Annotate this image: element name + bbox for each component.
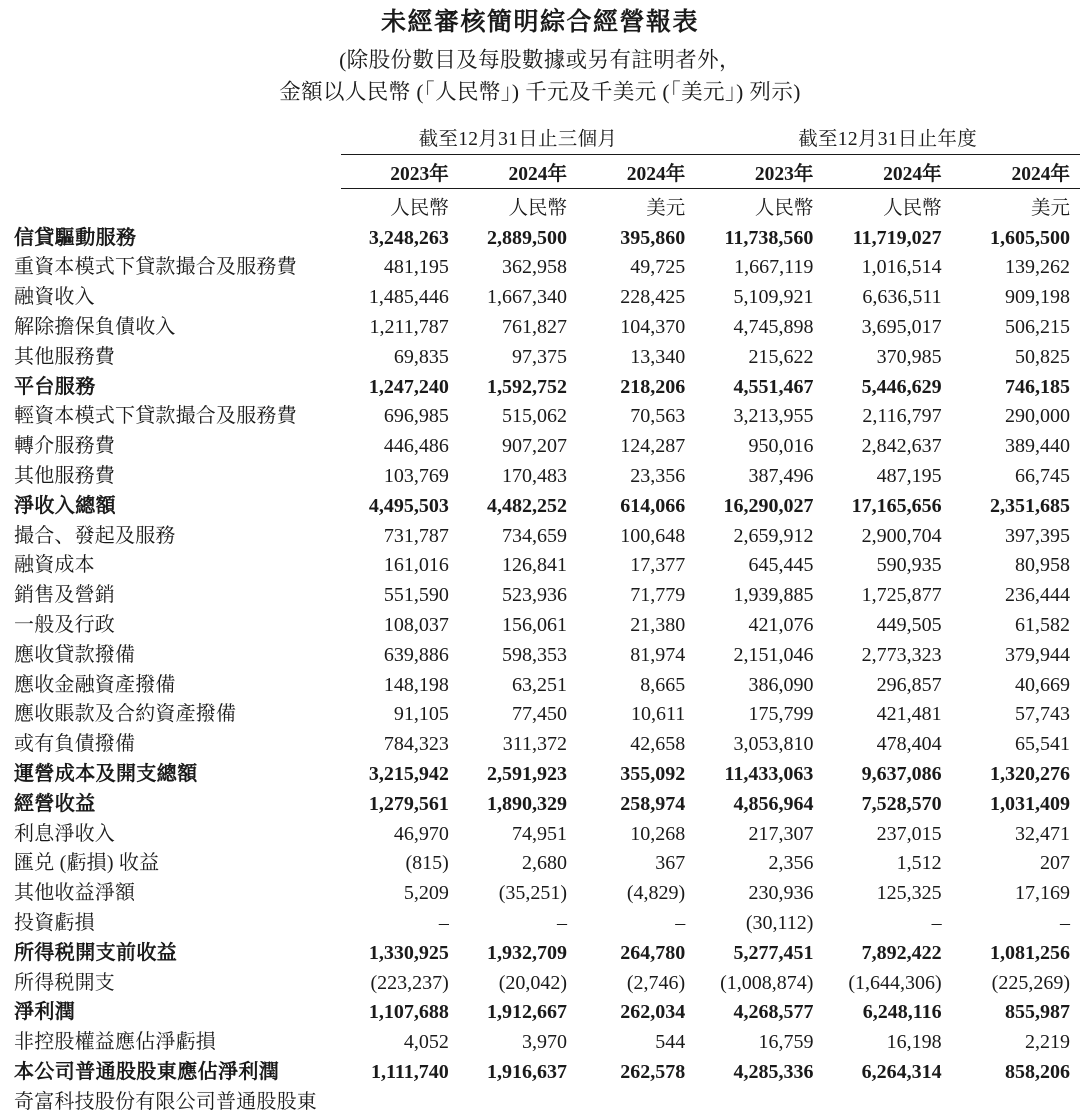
row-value: 17,377 — [630, 554, 686, 577]
row-value: 387,496 — [748, 464, 814, 487]
row-label: 運營成本及開支總額 — [14, 762, 198, 785]
row-value: 262,034 — [620, 1001, 686, 1024]
row-value: – — [438, 911, 449, 934]
row-value: 262,578 — [620, 1060, 686, 1083]
table-row — [0, 1057, 1080, 1087]
row-value: (30,112) — [745, 911, 814, 934]
row-value: – — [1060, 911, 1070, 934]
row-value: 46,970 — [393, 822, 449, 845]
row-label: 輕資本模式下貸款撮合及服務費 — [14, 405, 297, 428]
row-value: 4,482,252 — [487, 494, 568, 517]
row-label: 一般及行政 — [14, 613, 115, 636]
row-value: 61,582 — [1015, 613, 1070, 636]
header-year-spacer — [0, 155, 341, 189]
table-header — [0, 123, 1080, 223]
row-value: 77,450 — [512, 703, 568, 726]
row-value: 264,780 — [620, 941, 686, 964]
table-row — [0, 432, 1080, 462]
row-value: 296,857 — [876, 673, 942, 696]
row-value: 2,773,323 — [861, 643, 942, 666]
row-value: 645,445 — [748, 554, 814, 577]
row-value: 1,320,276 — [990, 762, 1070, 785]
subtitle-line-2: 金額以人民幣 (「人民幣」) 千元及千美元 (「美元」) 列示) — [279, 80, 801, 105]
row-value: 17,165,656 — [851, 494, 942, 517]
row-value: 237,015 — [876, 822, 942, 845]
table-row — [0, 730, 1080, 760]
row-value: 63,251 — [512, 673, 568, 696]
row-value: 3,053,810 — [733, 733, 814, 756]
row-value — [952, 1087, 1080, 1117]
row-value: (1,008,874) — [720, 971, 814, 994]
financial-table — [0, 123, 1080, 1117]
row-label: 其他收益淨額 — [14, 882, 136, 905]
row-label: 融資成本 — [14, 554, 95, 577]
row-value: 97,375 — [512, 345, 568, 368]
row-value: 69,835 — [393, 345, 449, 368]
row-value: 139,262 — [1005, 256, 1070, 279]
row-value: 1,485,446 — [368, 286, 449, 309]
row-value: 1,081,256 — [990, 941, 1070, 964]
row-value: 49,725 — [630, 256, 686, 279]
row-value: 855,987 — [1005, 1001, 1070, 1024]
row-value: 4,745,898 — [733, 315, 814, 338]
row-value: 10,268 — [630, 822, 686, 845]
header-currency-row — [0, 189, 1080, 224]
row-label: 其他服務費 — [14, 464, 115, 487]
row-label: 信貸驅動服務 — [14, 226, 137, 249]
row-value: 478,404 — [876, 733, 942, 756]
table-row — [0, 283, 1080, 313]
row-value: 65,541 — [1015, 733, 1070, 756]
row-value: 5,277,451 — [733, 941, 814, 964]
page-title: 未經審核簡明綜合經營報表 — [380, 9, 699, 36]
row-label: 利息淨收入 — [14, 822, 115, 845]
row-label: 投資虧損 — [14, 911, 95, 934]
table-body — [0, 223, 1080, 1117]
table-row — [0, 759, 1080, 789]
row-value: 125,325 — [876, 882, 942, 905]
row-value: 421,076 — [748, 613, 814, 636]
header-year-2: 2024年 — [577, 155, 695, 189]
row-value: 1,592,752 — [487, 375, 568, 398]
subtitle-line-1: (除股份數目及每股數據或另有註明者外， — [339, 47, 741, 72]
row-value: 551,590 — [383, 584, 449, 607]
header-currency-1: 人民幣 — [459, 189, 577, 224]
row-value: (4,829) — [626, 882, 686, 905]
row-value: 3,970 — [522, 1031, 568, 1054]
table-row — [0, 551, 1080, 581]
row-value — [459, 1087, 577, 1117]
row-label: 應收貸款撥備 — [14, 643, 136, 666]
row-value: 907,207 — [502, 435, 568, 458]
table-row — [0, 998, 1080, 1028]
row-value: 7,892,422 — [861, 941, 942, 964]
row-value: 2,889,500 — [487, 226, 568, 249]
row-label: 匯兑 (虧損) 收益 — [14, 852, 160, 875]
header-currency-3: 人民幣 — [695, 189, 823, 224]
header-currency-spacer — [0, 189, 341, 224]
row-value: 32,471 — [1015, 822, 1070, 845]
row-value: 71,779 — [630, 584, 686, 607]
row-value: 1,211,787 — [369, 315, 449, 338]
row-value: 2,680 — [522, 852, 568, 875]
row-value: 389,440 — [1005, 435, 1070, 458]
row-value: 217,307 — [748, 822, 814, 845]
row-value: 104,370 — [620, 315, 686, 338]
row-value: 4,285,336 — [733, 1060, 814, 1083]
header-group-spacer — [0, 123, 341, 155]
row-value: 236,444 — [1005, 584, 1070, 607]
row-value: 1,939,885 — [733, 584, 814, 607]
row-value: 3,695,017 — [861, 315, 942, 338]
row-value: 2,219 — [1025, 1031, 1070, 1054]
row-value: 3,215,942 — [368, 762, 449, 785]
row-value: 734,659 — [502, 524, 568, 547]
row-value: 161,016 — [383, 554, 449, 577]
row-value: 6,636,511 — [862, 286, 942, 309]
table-row — [0, 223, 1080, 253]
row-value: 362,958 — [502, 256, 568, 279]
row-value: 598,353 — [502, 643, 568, 666]
row-value: 370,985 — [876, 345, 942, 368]
row-value: 2,116,797 — [862, 405, 942, 428]
header-year-4: 2024年 — [823, 155, 951, 189]
table-row — [0, 908, 1080, 938]
row-value: 386,090 — [748, 673, 814, 696]
table-row — [0, 581, 1080, 611]
row-label: 應收賬款及合約資產撥備 — [14, 703, 237, 726]
header-year-0: 2023年 — [341, 155, 459, 189]
row-value: 1,916,637 — [487, 1060, 568, 1083]
header-year-row — [0, 155, 1080, 189]
row-value: 523,936 — [502, 584, 568, 607]
table-row — [0, 491, 1080, 521]
row-value — [823, 1087, 951, 1117]
row-value: 290,000 — [1005, 405, 1070, 428]
row-value: 124,287 — [620, 435, 686, 458]
row-value: 1,279,561 — [368, 792, 449, 815]
row-value: 1,667,340 — [487, 286, 568, 309]
table-row — [0, 610, 1080, 640]
row-label: 本公司普通股股東應佔淨利潤 — [14, 1060, 280, 1083]
row-value: 13,340 — [630, 345, 686, 368]
row-value: 57,743 — [1015, 703, 1070, 726]
row-value: 2,842,637 — [861, 435, 942, 458]
row-value: 421,481 — [876, 703, 942, 726]
table-row — [0, 461, 1080, 491]
row-value: (2,746) — [626, 971, 686, 994]
row-value: 7,528,570 — [861, 792, 942, 815]
row-value: 4,551,467 — [733, 375, 814, 398]
row-value — [695, 1087, 823, 1117]
row-value: 103,769 — [383, 464, 449, 487]
table-row — [0, 849, 1080, 879]
row-value: 74,951 — [512, 822, 568, 845]
row-value: (815) — [405, 852, 449, 875]
header-year-3: 2023年 — [695, 155, 823, 189]
row-label: 轉介服務費 — [14, 435, 115, 458]
header-year-5: 2024年 — [952, 155, 1080, 189]
row-value: 481,195 — [383, 256, 449, 279]
row-value: 42,658 — [630, 733, 686, 756]
row-label: 淨利潤 — [14, 1001, 76, 1024]
table-row — [0, 253, 1080, 283]
row-value: 207 — [1040, 852, 1070, 875]
header-year-1: 2024年 — [459, 155, 577, 189]
row-value: 11,738,560 — [724, 226, 814, 249]
row-value: 6,264,314 — [861, 1060, 942, 1083]
row-value: 367 — [655, 852, 686, 875]
row-value — [577, 1087, 695, 1117]
header-currency-4: 人民幣 — [823, 189, 951, 224]
row-value: 2,151,046 — [733, 643, 814, 666]
row-value: 950,016 — [748, 435, 814, 458]
row-value: 2,900,704 — [861, 524, 942, 547]
row-value: 175,799 — [748, 703, 814, 726]
row-value: 5,446,629 — [861, 375, 942, 398]
row-value: 1,247,240 — [368, 375, 449, 398]
row-value: 50,825 — [1015, 345, 1070, 368]
row-value: 449,505 — [876, 613, 942, 636]
row-value: 16,759 — [758, 1031, 814, 1054]
row-value: 506,215 — [1005, 315, 1070, 338]
row-value: 397,395 — [1005, 524, 1070, 547]
table-row — [0, 402, 1080, 432]
row-value: 126,841 — [502, 554, 568, 577]
row-value: (223,237) — [370, 971, 449, 994]
row-value: 215,622 — [748, 345, 814, 368]
row-value: 639,886 — [383, 643, 449, 666]
row-value: 1,912,667 — [487, 1001, 568, 1024]
row-value: (20,042) — [498, 971, 568, 994]
row-value: 16,290,027 — [723, 494, 814, 517]
row-value: 16,198 — [886, 1031, 942, 1054]
row-value: 91,105 — [393, 703, 449, 726]
row-value: 228,425 — [620, 286, 686, 309]
row-value: 108,037 — [383, 613, 449, 636]
row-value: 1,725,877 — [861, 584, 942, 607]
header-currency-2: 美元 — [577, 189, 695, 224]
row-value: 80,958 — [1015, 554, 1070, 577]
row-value: (1,644,306) — [848, 971, 942, 994]
row-label: 應收金融資產撥備 — [14, 673, 176, 696]
header-group-row — [0, 123, 1080, 155]
row-label: 所得税開支 — [14, 971, 115, 994]
row-value: 1,890,329 — [487, 792, 568, 815]
row-value: 311,372 — [502, 733, 568, 756]
row-label: 或有負債撥備 — [14, 733, 136, 756]
row-value: 9,637,086 — [861, 762, 942, 785]
row-value: 355,092 — [620, 762, 686, 785]
row-value: 2,356 — [768, 852, 814, 875]
row-value: 544 — [655, 1031, 686, 1054]
row-value: 66,745 — [1015, 464, 1070, 487]
row-value: 5,109,921 — [733, 286, 814, 309]
row-value — [341, 1087, 459, 1117]
table-row — [0, 938, 1080, 968]
row-value: 21,380 — [630, 613, 686, 636]
row-value: 590,935 — [876, 554, 942, 577]
row-value: 4,495,503 — [368, 494, 449, 517]
row-value: 614,066 — [620, 494, 686, 517]
row-value: 909,198 — [1005, 286, 1070, 309]
row-value: 6,248,116 — [862, 1001, 942, 1024]
row-value: 3,248,263 — [368, 226, 449, 249]
row-value: 487,195 — [876, 464, 942, 487]
row-value: 3,213,955 — [733, 405, 814, 428]
row-value: 1,512 — [896, 852, 942, 875]
title-block — [0, 0, 1080, 109]
row-value: 17,169 — [1015, 882, 1070, 905]
row-value: 515,062 — [502, 405, 568, 428]
table-row — [0, 968, 1080, 998]
row-value: 4,052 — [403, 1031, 449, 1054]
row-value: 11,719,027 — [852, 226, 942, 249]
row-value: 218,206 — [620, 375, 686, 398]
row-value: 1,016,514 — [861, 256, 942, 279]
row-value: 2,659,912 — [733, 524, 814, 547]
row-value: 1,330,925 — [368, 941, 449, 964]
row-value: – — [675, 911, 686, 934]
table-row — [0, 1087, 1080, 1117]
table-row — [0, 670, 1080, 700]
row-label: 所得税開支前收益 — [14, 941, 178, 964]
row-label: 重資本模式下貸款撮合及服務費 — [14, 256, 297, 279]
row-label: 融資收入 — [14, 286, 95, 309]
row-value: 784,323 — [383, 733, 449, 756]
row-value: 81,974 — [630, 643, 686, 666]
row-label: 其他服務費 — [14, 345, 115, 368]
header-currency-5: 美元 — [952, 189, 1080, 224]
row-value: 446,486 — [383, 435, 449, 458]
row-value: 10,611 — [630, 703, 686, 726]
row-value: 8,665 — [640, 673, 686, 696]
row-value: – — [557, 911, 568, 934]
table-row — [0, 819, 1080, 849]
row-value: 858,206 — [1005, 1060, 1070, 1083]
row-value: 4,856,964 — [733, 792, 814, 815]
table-row — [0, 789, 1080, 819]
row-value: 1,111,740 — [371, 1060, 449, 1083]
row-label: 解除擔保負債收入 — [14, 315, 176, 338]
row-value: 40,669 — [1015, 673, 1070, 696]
row-value: 1,667,119 — [734, 256, 814, 279]
row-value: 5,209 — [403, 882, 449, 905]
row-value: 395,860 — [620, 226, 686, 249]
table-row — [0, 372, 1080, 402]
row-value: 379,944 — [1005, 643, 1070, 666]
row-label: 奇富科技股份有限公司普通股股東 — [14, 1090, 317, 1113]
row-value: 696,985 — [383, 405, 449, 428]
row-value: 23,356 — [630, 464, 686, 487]
table-row — [0, 879, 1080, 909]
row-value: – — [931, 911, 942, 934]
table-row — [0, 640, 1080, 670]
row-value: 258,974 — [620, 792, 686, 815]
row-value: 100,648 — [620, 524, 686, 547]
row-label: 淨收入總額 — [14, 494, 116, 517]
row-value: 148,198 — [383, 673, 449, 696]
table-row — [0, 1028, 1080, 1058]
row-label: 銷售及營銷 — [14, 584, 115, 607]
row-value: 230,936 — [748, 882, 814, 905]
row-value: 70,563 — [630, 405, 686, 428]
row-value: (225,269) — [991, 971, 1070, 994]
header-group-year: 截至12月31日止年度 — [798, 129, 978, 151]
row-value: 1,107,688 — [368, 1001, 449, 1024]
row-value: 2,351,685 — [990, 494, 1070, 517]
table-row — [0, 700, 1080, 730]
table-row — [0, 342, 1080, 372]
table-row — [0, 312, 1080, 342]
row-value: 170,483 — [502, 464, 568, 487]
row-value: 11,433,063 — [724, 762, 814, 785]
row-value: 1,605,500 — [990, 226, 1070, 249]
row-value: 2,591,923 — [487, 762, 568, 785]
row-label: 撮合、發起及服務 — [14, 524, 176, 547]
row-value: 1,932,709 — [487, 941, 568, 964]
row-value: (35,251) — [498, 882, 568, 905]
row-label: 非控股權益應佔淨虧損 — [14, 1031, 216, 1054]
row-value: 731,787 — [383, 524, 449, 547]
row-value: 4,268,577 — [733, 1001, 814, 1024]
row-label: 平台服務 — [14, 375, 96, 398]
row-value: 156,061 — [502, 613, 568, 636]
header-currency-0: 人民幣 — [341, 189, 459, 224]
row-value: 746,185 — [1005, 375, 1070, 398]
row-value: 761,827 — [502, 315, 568, 338]
header-group-three-months: 截至12月31日止三個月 — [418, 129, 618, 151]
row-value: 1,031,409 — [990, 792, 1070, 815]
row-label: 經營收益 — [14, 792, 96, 815]
table-row — [0, 521, 1080, 551]
